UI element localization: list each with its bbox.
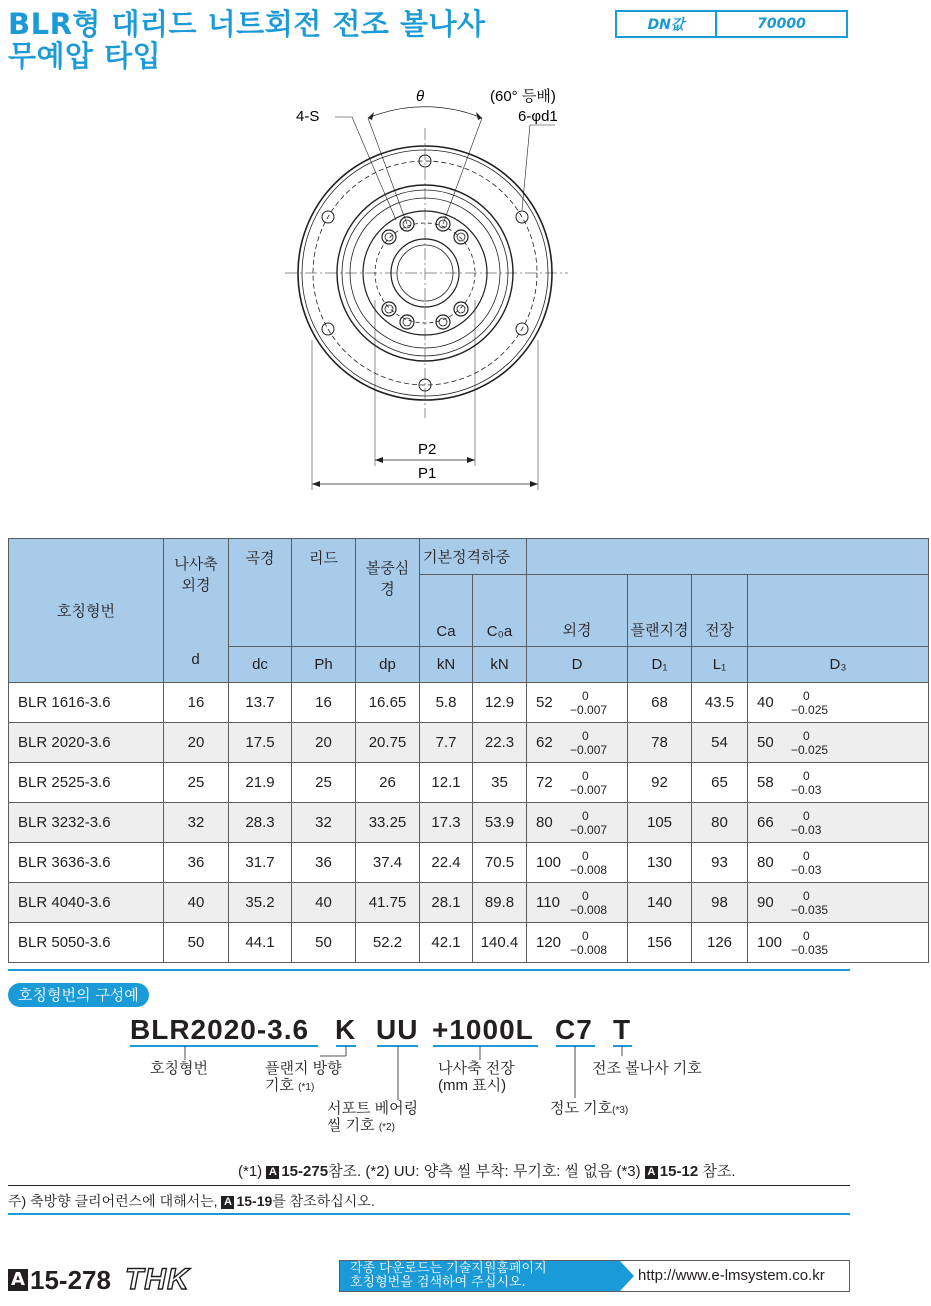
cell-d3: 90 0 −0.035 xyxy=(748,883,929,923)
cell-d3: 50 0 −0.025 xyxy=(748,723,929,763)
cell-ca: 28.1 xyxy=(420,883,473,923)
header-ball-center: 볼중심 경 xyxy=(356,539,420,647)
cell-l1: 80 xyxy=(692,803,748,843)
cell-d3: 66 0 −0.03 xyxy=(748,803,929,843)
url-link[interactable]: http://www.e-lmsystem.co.kr xyxy=(638,1267,825,1284)
p2-label: P2 xyxy=(418,441,437,458)
code-t: T xyxy=(613,1014,632,1045)
cell-lead: 25 xyxy=(292,763,356,803)
header-d1-sym: D₁ xyxy=(628,647,692,683)
cell-d3: 58 0 −0.03 xyxy=(748,763,929,803)
table-row xyxy=(9,843,929,883)
header-d3-sym: D₃ xyxy=(748,647,929,683)
code-uu: UU xyxy=(376,1014,419,1045)
cell-root-dia: 13.7 xyxy=(229,683,292,723)
cell-ca: 17.3 xyxy=(420,803,473,843)
table-row xyxy=(9,683,929,723)
divider xyxy=(8,969,850,971)
cell-shaft-od: 25 xyxy=(164,763,229,803)
cell-c0a: 53.9 xyxy=(473,803,527,843)
cell-d1: 68 xyxy=(628,683,692,723)
cell-model: BLR 1616-3.6 xyxy=(9,683,164,723)
header-l1-sym: L₁ xyxy=(692,647,748,683)
equal-division-label: (60° 등배) xyxy=(490,88,556,105)
cell-model: BLR 2525-3.6 xyxy=(9,763,164,803)
cell-l1: 54 xyxy=(692,723,748,763)
cell-shaft-od: 32 xyxy=(164,803,229,843)
theta-arc xyxy=(368,107,482,118)
cell-root-dia: 21.9 xyxy=(229,763,292,803)
header-dp: dp xyxy=(356,647,420,683)
download-banner[interactable] xyxy=(339,1260,850,1292)
cell-l1: 43.5 xyxy=(692,683,748,723)
cell-lead: 40 xyxy=(292,883,356,923)
holes-d1-label: 6-φd1 xyxy=(518,108,558,125)
cell-shaft-od: 40 xyxy=(164,883,229,923)
spec-table xyxy=(8,538,929,963)
title-line-2: 무예압 타입 xyxy=(8,39,162,73)
cell-d1: 92 xyxy=(628,763,692,803)
tapped-hole xyxy=(454,302,468,316)
header-d-shaft-sym: d xyxy=(191,651,200,668)
model-example-heading: 호칭형번의 구성예 xyxy=(8,983,149,1007)
cell-ball-center: 33.25 xyxy=(356,803,420,843)
cell-root-dia: 28.3 xyxy=(229,803,292,843)
cell-lead: 20 xyxy=(292,723,356,763)
cell-outer-dia: 62 0 −0.007 xyxy=(527,723,628,763)
tapped-hole xyxy=(454,230,468,244)
cell-l1: 65 xyxy=(692,763,748,803)
cell-d3: 100 0 −0.035 xyxy=(748,923,929,963)
cell-ca: 7.7 xyxy=(420,723,473,763)
cell-model: BLR 5050-3.6 xyxy=(9,923,164,963)
code-c7: C7 xyxy=(555,1014,593,1045)
table-row xyxy=(9,883,929,923)
cell-ca: 12.1 xyxy=(420,763,473,803)
cell-model: BLR 2020-3.6 xyxy=(9,723,164,763)
theta-label: θ xyxy=(416,88,425,105)
dn-value: 70000 xyxy=(757,16,806,32)
code-length: +1000L xyxy=(432,1014,534,1045)
cell-lead: 32 xyxy=(292,803,356,843)
cell-outer-dia: 100 0 −0.008 xyxy=(527,843,628,883)
header-shaft-od: 나사축 외경 xyxy=(164,539,229,683)
cell-c0a: 22.3 xyxy=(473,723,527,763)
header-c0a: C₀a xyxy=(473,575,527,647)
table-row xyxy=(9,923,929,963)
a-mark-icon: A xyxy=(221,1196,234,1209)
holes-s-label: 4-S xyxy=(296,108,320,125)
cell-d1: 140 xyxy=(628,883,692,923)
remark-line: 주) 축방향 클리어런스에 대해서는, A 15-19를 참조하십시오. xyxy=(8,1193,375,1209)
cell-c0a: 35 xyxy=(473,763,527,803)
cell-outer-dia: 52 0 −0.007 xyxy=(527,683,628,723)
cell-outer-dia: 110 0 −0.008 xyxy=(527,883,628,923)
dn-label: DN값 xyxy=(617,12,717,36)
header-ph: Ph xyxy=(292,647,356,683)
cell-shaft-od: 20 xyxy=(164,723,229,763)
header-root-dia: 곡경 xyxy=(229,539,292,647)
code-k: K xyxy=(335,1014,357,1045)
download-text: 각종 다운로드는 기술지원홈페이지 호칭형번을 검색하여 주십시오. xyxy=(340,1261,620,1291)
label-length: 나사축 전장 (mm 표시) xyxy=(438,1060,515,1094)
a-mark-icon: A xyxy=(266,1166,279,1179)
title-line-1: BLR형 대리드 너트회전 전조 볼나사 xyxy=(8,7,486,41)
cell-shaft-od: 16 xyxy=(164,683,229,723)
header-d-sym: D xyxy=(527,647,628,683)
cell-shaft-od: 50 xyxy=(164,923,229,963)
code-base: BLR2020-3.6 xyxy=(130,1014,310,1045)
cell-c0a: 12.9 xyxy=(473,683,527,723)
label-rolled: 전조 볼나사 기호 xyxy=(592,1060,702,1077)
cell-l1: 98 xyxy=(692,883,748,923)
label-flange: 플랜지 방향 기호 (*1) xyxy=(265,1060,342,1094)
header-basic-load: 기본정격하중 xyxy=(420,539,527,575)
tapped-hole xyxy=(382,230,396,244)
header-dc: dc xyxy=(229,647,292,683)
cell-c0a: 70.5 xyxy=(473,843,527,883)
flange-drawing xyxy=(0,0,931,520)
header-flange-dia: 플랜지경 xyxy=(628,575,692,647)
cell-l1: 93 xyxy=(692,843,748,883)
cell-model: BLR 3232-3.6 xyxy=(9,803,164,843)
label-model: 호칭형번 xyxy=(150,1060,208,1077)
cell-root-dia: 44.1 xyxy=(229,923,292,963)
cell-model: BLR 3636-3.6 xyxy=(9,843,164,883)
cell-root-dia: 17.5 xyxy=(229,723,292,763)
cell-lead: 50 xyxy=(292,923,356,963)
cell-ball-center: 20.75 xyxy=(356,723,420,763)
header-model: 호칭형번 xyxy=(9,539,164,683)
cell-outer-dia: 72 0 −0.007 xyxy=(527,763,628,803)
cell-shaft-od: 36 xyxy=(164,843,229,883)
brand-logo: THK xyxy=(124,1263,190,1296)
label-seal: 서포트 베어링 씰 기호 (*2) xyxy=(327,1100,419,1134)
cell-d1: 105 xyxy=(628,803,692,843)
header-outer-dia: 외경 xyxy=(527,575,628,647)
cell-outer-dia: 120 0 −0.008 xyxy=(527,923,628,963)
cell-model: BLR 4040-3.6 xyxy=(9,883,164,923)
cell-d1: 78 xyxy=(628,723,692,763)
cell-d3: 80 0 −0.03 xyxy=(748,843,929,883)
header-ca-unit: kN xyxy=(420,647,473,683)
cell-d1: 130 xyxy=(628,843,692,883)
cell-ca: 22.4 xyxy=(420,843,473,883)
cell-ball-center: 41.75 xyxy=(356,883,420,923)
header-ca: Ca xyxy=(420,575,473,647)
p1-label: P1 xyxy=(418,465,437,482)
cell-outer-dia: 80 0 −0.007 xyxy=(527,803,628,843)
header-length: 전장 xyxy=(692,575,748,647)
cell-lead: 16 xyxy=(292,683,356,723)
cell-ball-center: 52.2 xyxy=(356,923,420,963)
table-row xyxy=(9,763,929,803)
tapped-hole xyxy=(382,302,396,316)
cell-ball-center: 16.65 xyxy=(356,683,420,723)
cell-c0a: 140.4 xyxy=(473,923,527,963)
cell-ca: 42.1 xyxy=(420,923,473,963)
cell-l1: 126 xyxy=(692,923,748,963)
header-c0a-unit: kN xyxy=(473,647,527,683)
cell-lead: 36 xyxy=(292,843,356,883)
cell-c0a: 89.8 xyxy=(473,883,527,923)
page-number: A 15-278 THK xyxy=(8,1263,190,1297)
cell-ca: 5.8 xyxy=(420,683,473,723)
cell-d1: 156 xyxy=(628,923,692,963)
table-row xyxy=(9,803,929,843)
table-row xyxy=(9,723,929,763)
cell-d3: 40 0 −0.025 xyxy=(748,683,929,723)
cell-ball-center: 37.4 xyxy=(356,843,420,883)
label-accuracy: 정도 기호(*3) xyxy=(550,1100,629,1117)
arrow-right-icon xyxy=(620,1261,634,1291)
cell-root-dia: 35.2 xyxy=(229,883,292,923)
cell-root-dia: 31.7 xyxy=(229,843,292,883)
cell-ball-center: 26 xyxy=(356,763,420,803)
notes-line: (*1) A 15-275참조. (*2) UU: 양측 씰 부착: 무기호: 씰 없음 (*3) A 15-12 참조. xyxy=(238,1163,736,1180)
a-mark-icon: A xyxy=(645,1166,658,1179)
header-lead: 리드 xyxy=(292,539,356,647)
a-mark-icon: A xyxy=(8,1269,28,1291)
